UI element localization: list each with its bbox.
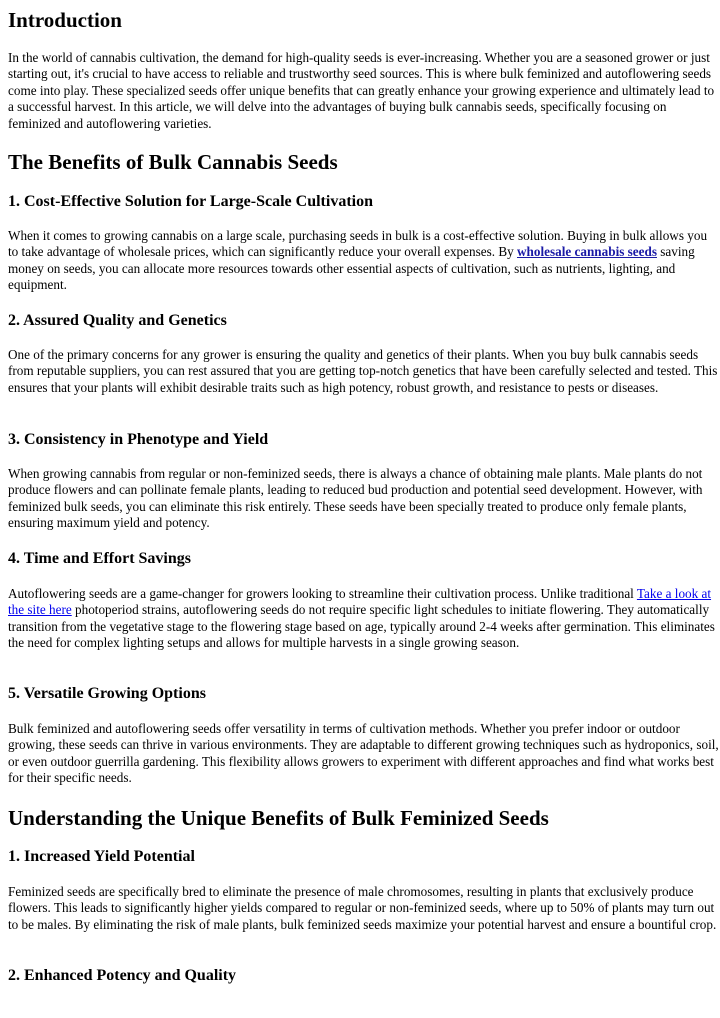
section-3-paragraph: When growing cannabis from regular or non-feminized seeds, there is always a chance of obtaining male plants. Male plants do not produce flowers and can pollinate female plants, leading to reduced bud production and potential seed development. However, with feminized bulk seeds, you can eliminate this risk entirely. These seeds have been specially treated to produce only female plants, ensuring maximum yield and potency. <box>8 466 703 531</box>
feminized-section-1-heading: 1. Increased Yield Potential <box>8 848 195 865</box>
section-4-text-before-link: Autoflowering seeds are a game-changer for growers looking to streamline their cultivation process. Unlike traditional <box>8 586 637 601</box>
feminized-section-1-paragraph: Feminized seeds are specifically bred to eliminate the presence of male chromosomes, resulting in plants that exclusively produce flowers. This leads to significantly higher yields compared to regular or non-feminized seeds, where up to 50% of plants may turn out to be males. By eliminating the risk of male plants, bulk feminized seeds maximize your potential harvest and ensure a bountiful crop. <box>8 884 717 932</box>
section-5-paragraph: Bulk feminized and autoflowering seeds offer versatility in terms of cultivation methods. Whether you prefer indoor or outdoor growing, these seeds can thrive in various environments. They are adaptable to different growing techniques such as hydroponics, soil, or even outdoor guerrilla gardening. This flexibility allows growers to experiment with different approaches and find what works best for their specific needs. <box>8 721 719 786</box>
section-4-heading: 4. Time and Effort Savings <box>8 550 191 567</box>
benefits-heading: The Benefits of Bulk Cannabis Seeds <box>8 150 338 174</box>
take-a-look-at-the-site-link[interactable]: Take a look at the site here <box>8 586 712 618</box>
section-1-text-before-link: When it comes to growing cannabis on a large scale, purchasing seeds in bulk is a cost-effective solution. Buying in bulk allows you to take advantage of wholesale prices, which can significantly reduce your overall expenses. By <box>8 228 708 260</box>
introduction-paragraph: In the world of cannabis cultivation, the demand for high-quality seeds is ever-increasing. Whether you are a seasoned grower or just starting out, it's crucial to have access to reliable and trustworthy seed sources. This is where bulk feminized and autoflowering seeds come into play. These specialized seeds offer unique benefits that can greatly enhance your growing experience and ultimately lead to a successful harvest. In this article, we will delve into the advantages of buying bulk cannabis seeds, specifically focusing on feminized and autoflowering varieties. <box>8 50 715 131</box>
section-2-heading: 2. Assured Quality and Genetics <box>8 312 227 329</box>
feminized-section-2-heading: 2. Enhanced Potency and Quality <box>8 967 237 984</box>
section-2-paragraph: One of the primary concerns for any grower is ensuring the quality and genetics of their plants. When you buy bulk cannabis seeds from reputable suppliers, you can rest assured that you are getting top-notch genetics that have been carefully selected and tested. This ensures that your plants will exhibit desirable traits such as high potency, robust growth, and resistance to pests or diseases. <box>8 347 718 395</box>
wholesale-cannabis-seeds-link[interactable]: wholesale cannabis seeds <box>517 244 657 260</box>
section-4-paragraph <box>8 586 720 652</box>
section-5-heading: 5. Versatile Growing Options <box>8 685 206 702</box>
feminized-benefits-heading: Understanding the Unique Benefits of Bulk Feminized Seeds <box>8 806 549 830</box>
section-3-heading: 3. Consistency in Phenotype and Yield <box>8 431 269 448</box>
section-1-paragraph <box>8 228 720 294</box>
section-4-text-after-link: photoperiod strains, autoflowering seeds do not require specific light schedules to initiate flowering. They automatically transition from the vegetative stage to the flowering stage based on age, typically around 2-4 weeks after germination. This eliminates the need for complex lighting setups and allows for multiple harvests in a single growing season. <box>8 602 715 651</box>
introduction-heading: Introduction <box>8 8 122 32</box>
section-1-heading: 1. Cost-Effective Solution for Large-Scale Cultivation <box>8 193 373 210</box>
section-1-text-after-link: saving money on seeds, you can allocate more resources towards other essential aspects of cultivation, such as nutrients, lighting, and equipment. <box>8 244 695 293</box>
